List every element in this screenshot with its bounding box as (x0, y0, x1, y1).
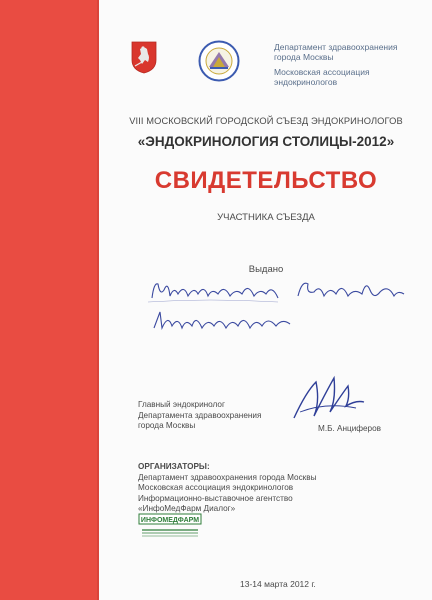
infomedfarm-logo (138, 512, 202, 538)
signatory-role-line: города Москвы (138, 421, 196, 430)
organizers-block (138, 462, 428, 515)
red-side-band (0, 0, 99, 600)
handwritten-name-line2 (150, 304, 300, 336)
signatory-role-line: Департамента здравоохранения (138, 410, 262, 420)
organizer-line: Московская ассоциация эндокринологов (138, 483, 294, 492)
association-seal-icon (198, 40, 240, 82)
handwritten-name-line1 (148, 276, 408, 306)
signatory-name: М.Б. Анциферов (318, 424, 382, 433)
moscow-coat-of-arms-icon (130, 40, 158, 74)
svg-text:ИНФОМЕДФАРМ: ИНФОМЕДФАРМ (140, 517, 200, 524)
signatory-role (138, 400, 308, 432)
certificate-title: СВИДЕТЕЛЬСТВО (154, 167, 378, 194)
association-line: Московская ассоциация (274, 67, 370, 77)
organizer-line: Информационно-выставочное агентство (138, 493, 293, 503)
certificate-body (100, 0, 432, 600)
department-label (274, 42, 432, 62)
department-line: Департамент здравоохранения (274, 42, 398, 52)
department-line: города Москвы (274, 52, 334, 62)
congress-title: VIII МОСКОВСКИЙ ГОРОДСКОЙ СЪЕЗД ЭНДОКРИНОЛОГОВ (129, 116, 403, 126)
organizer-line: «ИнфоМедФарм Диалог» (138, 504, 236, 513)
organizer-line: Департамент здравоохранения города Москвы (138, 472, 317, 482)
event-date: 13-14 марта 2012 г. (240, 579, 316, 589)
organizers-heading: ОРГАНИЗАТОРЫ: (138, 462, 210, 471)
conference-title: «ЭНДОКРИНОЛОГИЯ СТОЛИЦЫ-2012» (137, 134, 395, 149)
issued-label: Выдано (248, 264, 284, 275)
association-label (274, 67, 432, 87)
certificate-subtitle: УЧАСТНИКА СЪЕЗДА (217, 212, 315, 223)
signatory-role-line: Главный эндокринолог (138, 400, 225, 409)
handwritten-signature (286, 372, 366, 426)
association-line: эндокринологов (274, 77, 338, 87)
